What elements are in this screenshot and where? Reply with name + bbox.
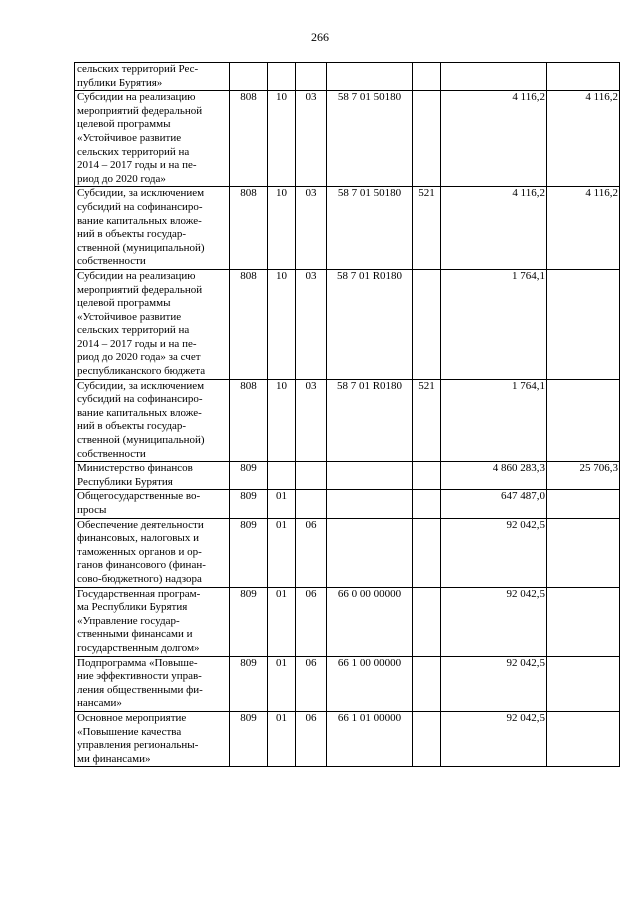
item-name-line: Государственная програм- <box>77 587 201 600</box>
page-number: 266 <box>311 30 329 44</box>
expense-type-cell <box>413 91 441 187</box>
target-article-cell <box>327 462 413 490</box>
subsection-code-cell: 03 <box>296 379 327 462</box>
amount-cell: 92 042,5 <box>441 656 547 711</box>
target-article-cell: 58 7 01 50180 <box>327 91 413 187</box>
federal-amount-cell: 25 706,3 <box>547 462 620 490</box>
item-name-line: «Устойчивое развитие <box>77 310 182 323</box>
item-name-line: сельских территорий Рес- <box>77 63 199 75</box>
ministry-code-cell: 809 <box>230 587 268 656</box>
item-name-line: субсидий на софинансиро- <box>77 200 203 213</box>
item-name-line: государственным долгом» <box>77 641 200 654</box>
table-row <box>75 63 620 91</box>
item-name-line: публики Бурятия» <box>77 76 163 89</box>
target-article-cell: 58 7 01 R0180 <box>327 379 413 462</box>
item-name-line: собственности <box>77 255 146 268</box>
item-name-line: Субсидии, за исключением <box>77 187 205 200</box>
table-row <box>75 91 620 187</box>
federal-amount-cell <box>547 379 620 462</box>
ministry-code-cell <box>230 63 268 91</box>
amount-cell: 92 042,5 <box>441 711 547 766</box>
federal-amount-cell: 4 116,2 <box>547 91 620 187</box>
item-name-cell <box>75 379 230 462</box>
item-name-line: 2014 – 2017 годы и на пе- <box>77 159 197 172</box>
item-name-line: Субсидии на реализацию <box>77 269 196 282</box>
section-code-cell: 10 <box>268 379 296 462</box>
section-code-cell: 10 <box>268 91 296 187</box>
item-name-line: «Управление государ- <box>77 614 180 627</box>
subsection-code-cell: 06 <box>296 711 327 766</box>
item-name-line: собственности <box>77 447 146 460</box>
expense-type-cell <box>413 490 441 518</box>
item-name-line: вание капитальных вложе- <box>77 214 202 227</box>
expense-type-cell <box>413 656 441 711</box>
item-name-line: ний в объекты государ- <box>77 228 187 241</box>
ministry-code-cell: 809 <box>230 518 268 587</box>
amount-cell: 4 116,2 <box>441 187 547 270</box>
item-name-cell <box>75 91 230 187</box>
item-name-line: «Устойчивое развитие <box>77 131 182 144</box>
item-name-line: целевой программы <box>77 118 171 131</box>
federal-amount-cell: 4 116,2 <box>547 187 620 270</box>
subsection-code-cell: 03 <box>296 91 327 187</box>
expense-type-cell <box>413 269 441 379</box>
item-name-line: вание капитальных вложе- <box>77 406 202 419</box>
table-row <box>75 518 620 587</box>
item-name-line: «Повышение качества <box>77 725 182 738</box>
target-article-cell: 66 1 00 00000 <box>327 656 413 711</box>
amount-cell <box>441 63 547 91</box>
subsection-code-cell: 03 <box>296 269 327 379</box>
table-row <box>75 490 620 518</box>
expense-type-cell: 521 <box>413 187 441 270</box>
item-name-line: Субсидии, за исключением <box>77 379 205 392</box>
item-name-line: Обеспечение деятельности <box>77 518 204 531</box>
section-code-cell <box>268 63 296 91</box>
section-code-cell: 10 <box>268 269 296 379</box>
item-name-line: просы <box>77 504 107 516</box>
ministry-code-cell: 809 <box>230 711 268 766</box>
item-name-line: сельских территорий на <box>77 145 190 158</box>
federal-amount-cell <box>547 518 620 587</box>
item-name-line: субсидий на софинансиро- <box>77 393 203 406</box>
item-name-line: ма Республики Бурятия <box>77 601 188 614</box>
item-name-line: ственными финансами и <box>77 628 193 641</box>
item-name-cell <box>75 711 230 766</box>
item-name-line: республиканского бюджета <box>77 365 206 378</box>
item-name-line: мероприятий федеральной <box>77 104 203 117</box>
expense-type-cell <box>413 63 441 91</box>
section-code-cell: 01 <box>268 518 296 587</box>
item-name-line: Субсидии на реализацию <box>77 91 196 104</box>
item-name-line: ственной (муниципальной) <box>77 434 205 447</box>
expense-type-cell: 521 <box>413 379 441 462</box>
target-article-cell <box>327 518 413 587</box>
expense-type-cell <box>413 462 441 490</box>
section-code-cell: 10 <box>268 187 296 270</box>
item-name-line: Республики Бурятия <box>77 475 173 488</box>
amount-cell: 1 764,1 <box>441 269 547 379</box>
ministry-code-cell: 809 <box>230 490 268 518</box>
section-code-cell: 01 <box>268 490 296 518</box>
item-name-line: Министерство финансов <box>77 462 193 475</box>
budget-table <box>74 62 620 767</box>
federal-amount-cell <box>547 587 620 656</box>
expense-type-cell <box>413 711 441 766</box>
target-article-cell <box>327 63 413 91</box>
item-name-line: ственной (муниципальной) <box>77 241 205 254</box>
subsection-code-cell <box>296 462 327 490</box>
target-article-cell <box>327 490 413 518</box>
item-name-cell <box>75 187 230 270</box>
item-name-cell <box>75 63 230 91</box>
item-name-line: мероприятий федеральной <box>77 283 203 296</box>
subsection-code-cell <box>296 490 327 518</box>
table-row <box>75 462 620 490</box>
amount-cell: 1 764,1 <box>441 379 547 462</box>
federal-amount-cell <box>547 63 620 91</box>
subsection-code-cell: 06 <box>296 656 327 711</box>
expense-type-cell <box>413 518 441 587</box>
table-row <box>75 187 620 270</box>
item-name-cell <box>75 269 230 379</box>
target-article-cell: 66 0 00 00000 <box>327 587 413 656</box>
item-name-line: риод до 2020 года» за счет <box>77 351 201 364</box>
item-name-line: 2014 – 2017 годы и на пе- <box>77 337 197 350</box>
table-row <box>75 269 620 379</box>
expense-type-cell <box>413 587 441 656</box>
federal-amount-cell <box>547 490 620 518</box>
item-name-line: ми финансами» <box>77 752 151 765</box>
item-name-line: финансовых, налоговых и <box>77 532 199 545</box>
item-name-cell <box>75 656 230 711</box>
section-code-cell: 01 <box>268 711 296 766</box>
item-name-line: ганов финансового (финан- <box>77 559 206 572</box>
item-name-line: Основное мероприятие <box>77 711 187 724</box>
ministry-code-cell: 808 <box>230 91 268 187</box>
item-name-line: сельских территорий на <box>77 324 190 337</box>
amount-cell: 4 116,2 <box>441 91 547 187</box>
table-row <box>75 656 620 711</box>
item-name-line: Общегосударственные во- <box>77 490 201 503</box>
amount-cell: 92 042,5 <box>441 518 547 587</box>
item-name-line: управления региональны- <box>77 739 199 752</box>
amount-cell: 4 860 283,3 <box>441 462 547 490</box>
ministry-code-cell: 809 <box>230 656 268 711</box>
amount-cell: 647 487,0 <box>441 490 547 518</box>
item-name-cell <box>75 462 230 490</box>
item-name-cell <box>75 587 230 656</box>
item-name-line: ние эффективности управ- <box>77 670 202 683</box>
item-name-line: Подпрограмма «Повыше- <box>77 656 198 669</box>
item-name-cell <box>75 490 230 518</box>
item-name-line: ний в объекты государ- <box>77 420 187 433</box>
ministry-code-cell: 808 <box>230 379 268 462</box>
item-name-line: сово-бюджетного) надзора <box>77 572 202 585</box>
target-article-cell: 58 7 01 50180 <box>327 187 413 270</box>
subsection-code-cell <box>296 63 327 91</box>
table-row <box>75 379 620 462</box>
target-article-cell: 58 7 01 R0180 <box>327 269 413 379</box>
federal-amount-cell <box>547 656 620 711</box>
item-name-line: таможенных органов и ор- <box>77 545 202 558</box>
item-name-line: риод до 2020 года» <box>77 172 166 185</box>
section-code-cell <box>268 462 296 490</box>
table-row <box>75 587 620 656</box>
table-row <box>75 711 620 766</box>
federal-amount-cell <box>547 711 620 766</box>
amount-cell: 92 042,5 <box>441 587 547 656</box>
ministry-code-cell: 809 <box>230 462 268 490</box>
target-article-cell: 66 1 01 00000 <box>327 711 413 766</box>
item-name-cell <box>75 518 230 587</box>
item-name-line: нансами» <box>77 697 122 710</box>
item-name-line: ления общественными фи- <box>77 683 203 696</box>
section-code-cell: 01 <box>268 656 296 711</box>
ministry-code-cell: 808 <box>230 187 268 270</box>
item-name-line: целевой программы <box>77 297 171 310</box>
federal-amount-cell <box>547 269 620 379</box>
subsection-code-cell: 03 <box>296 187 327 270</box>
subsection-code-cell: 06 <box>296 518 327 587</box>
subsection-code-cell: 06 <box>296 587 327 656</box>
section-code-cell: 01 <box>268 587 296 656</box>
ministry-code-cell: 808 <box>230 269 268 379</box>
